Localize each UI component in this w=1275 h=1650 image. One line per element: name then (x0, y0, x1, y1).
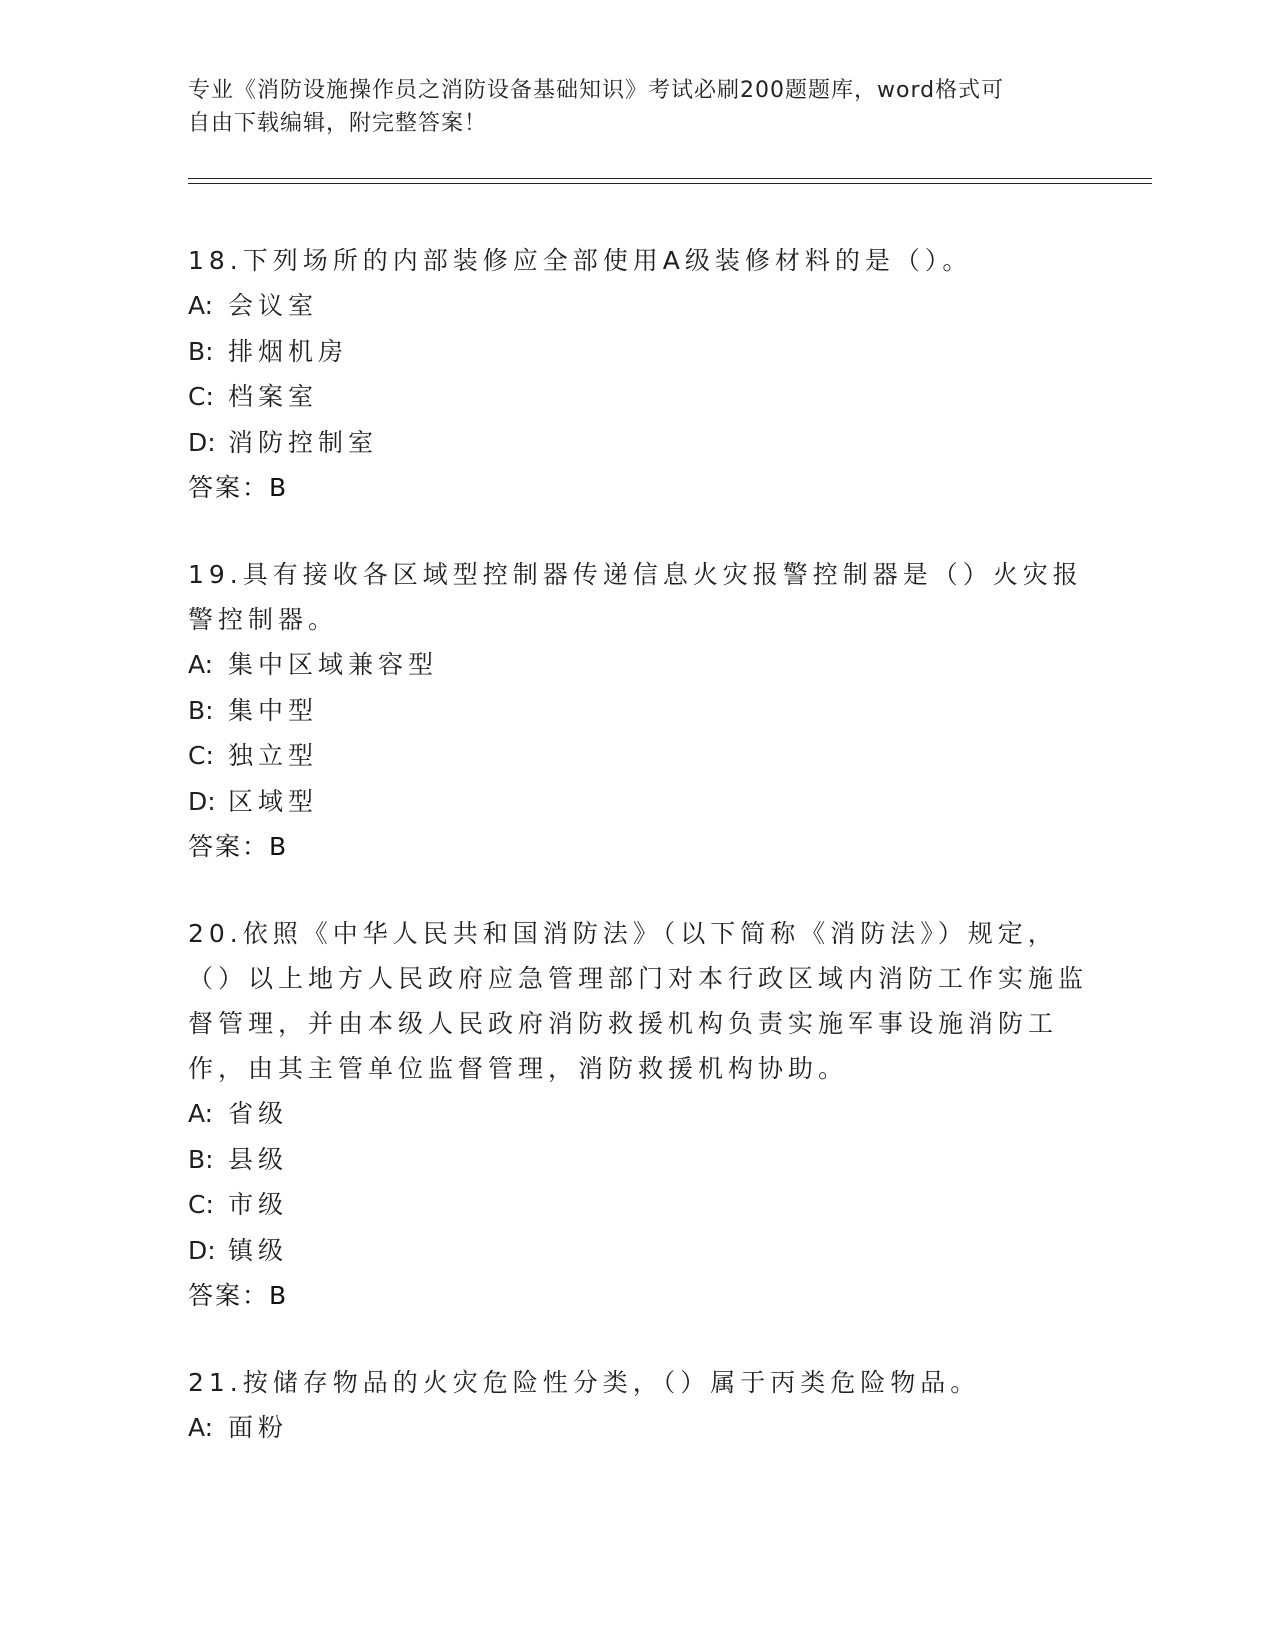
header-line-2: 自由下载编辑，附完整答案！ (188, 111, 488, 136)
question-18 (188, 238, 1088, 510)
option-text: 集中区域兼容型 (228, 650, 439, 679)
header-divider-top (188, 178, 1152, 179)
option-key: D: (188, 786, 216, 816)
question-20 (188, 911, 1088, 1318)
answer-line (188, 824, 1088, 869)
option-d (188, 420, 1088, 466)
option-key: A: (188, 291, 214, 320)
option-text: 集中型 (228, 695, 319, 725)
question-stem: 21.按储存物品的火灾危险性分类，（）属于丙类危险物品。 (188, 1368, 981, 1397)
answer-value: B (269, 473, 287, 502)
question-stem: 19.具有接收各区域型控制器传递信息火灾报警控制器是（）火灾报警控制器。 (188, 560, 1083, 634)
option-text: 面粉 (228, 1413, 289, 1442)
option-key: A: (188, 1099, 214, 1128)
option-a (188, 283, 1088, 329)
answer-label: 答案： (188, 473, 270, 502)
answer-label: 答案： (188, 1281, 270, 1310)
option-b (188, 329, 1088, 375)
option-text: 镇级 (228, 1235, 289, 1265)
option-key: D: (188, 1235, 216, 1265)
option-text: 独立型 (228, 741, 319, 770)
option-key: B: (188, 1144, 214, 1174)
question-stem: 18.下列场所的内部装修应全部使用A级装修材料的是（）。 (188, 246, 973, 275)
option-key: C: (188, 1190, 214, 1219)
option-key: D: (188, 427, 216, 457)
option-text: 档案室 (228, 382, 319, 411)
option-key: A: (188, 1413, 214, 1442)
header-line-1: 专业《消防设施操作员之消防设备基础知识》考试必刷200题题库，word格式可 (188, 78, 1005, 103)
header-divider-bottom (188, 183, 1152, 184)
answer-value: B (269, 832, 287, 861)
option-text: 会议室 (228, 291, 319, 320)
answer-value: B (269, 1281, 287, 1310)
question-stem: 20.依照《中华人民共和国消防法》（以下简称《消防法》）规定，（）以上地方人民政府应急管理部门对本行政区域内消防工作实施监督管理，并由本级人民政府消防救援机构负责实施军事设施消防工作，由其主管单位监督管理，消防救援机构协助。 (188, 919, 1089, 1083)
answer-line (188, 465, 1088, 510)
question-21 (188, 1360, 1088, 1451)
option-key: A: (188, 650, 214, 679)
option-c (188, 1182, 1088, 1228)
option-key: C: (188, 382, 214, 411)
answer-line (188, 1273, 1088, 1318)
option-c (188, 733, 1088, 779)
option-text: 区域型 (228, 786, 319, 816)
option-d (188, 779, 1088, 825)
option-d (188, 1228, 1088, 1274)
option-c (188, 374, 1088, 420)
question-19 (188, 552, 1088, 869)
option-text: 排烟机房 (228, 336, 349, 366)
option-text: 县级 (228, 1144, 289, 1174)
answer-label: 答案： (188, 832, 270, 861)
question-list (188, 238, 1088, 1493)
option-a (188, 642, 1088, 688)
option-key: B: (188, 695, 214, 725)
option-text: 省级 (228, 1099, 289, 1128)
option-text: 市级 (228, 1190, 289, 1219)
option-a (188, 1405, 1088, 1451)
document-header (188, 74, 1068, 140)
option-text: 消防控制室 (228, 427, 379, 457)
option-key: C: (188, 741, 214, 770)
option-a (188, 1091, 1088, 1137)
option-key: B: (188, 336, 214, 366)
option-b (188, 688, 1088, 734)
option-b (188, 1137, 1088, 1183)
